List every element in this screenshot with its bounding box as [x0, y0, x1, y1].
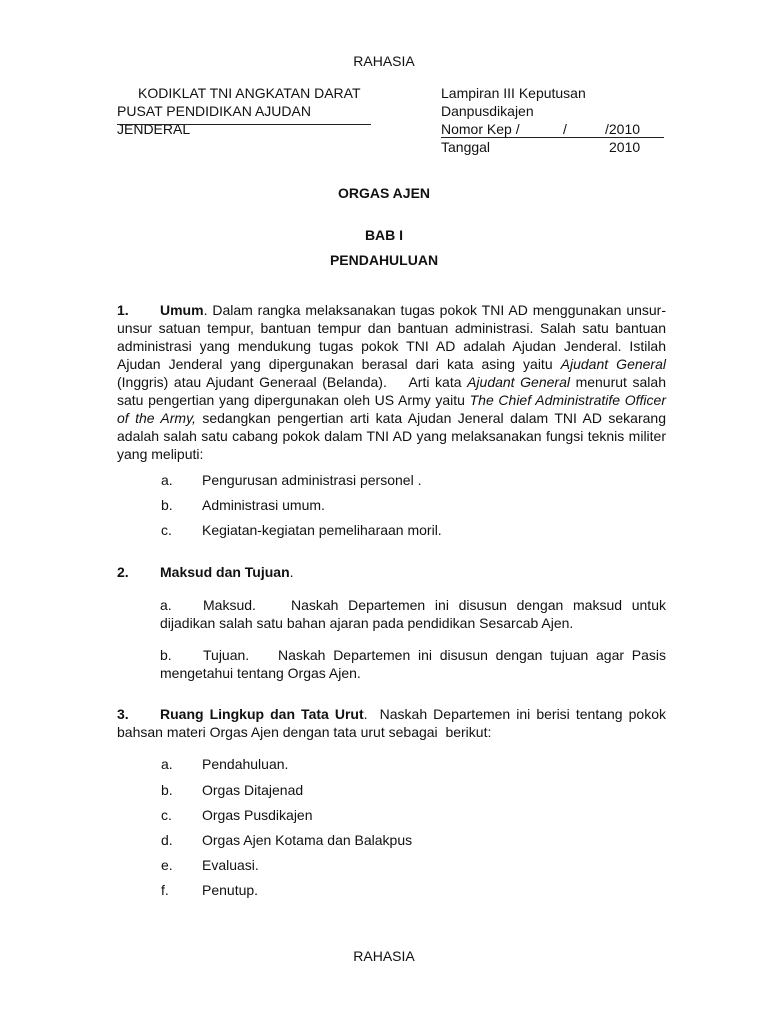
- tanggal-row: [441, 138, 681, 156]
- header-left: [117, 84, 377, 138]
- section3-text: . Naskah Departemen ini berisi tentang pokok bahsan materi Orgas Ajen dengan tata urut sebagai berikut:: [117, 706, 670, 740]
- section1-text-c: menurut salah satu pengertian yang dipergunakan oleh US Army yaitu: [117, 374, 666, 408]
- section3-item-text: Orgas Ditajenad: [202, 782, 304, 798]
- section2-heading: Maksud dan Tujuan: [160, 564, 290, 580]
- section3-item-letter: d.: [161, 832, 173, 848]
- section2-sub-b: [160, 646, 666, 682]
- section1-italic-b: Ajudant General: [467, 374, 570, 390]
- section2-heading-line: [160, 563, 294, 581]
- header-left-line1: KODIKLAT TNI ANGKATAN DARAT: [138, 85, 361, 101]
- section1-text-a: . Dalam rangka melaksanakan tugas pokok TNI AD menggunakan unsur-unsur satuan tempur, bantuan tempur dan bantuan administrasi. Salah satu bantuan administrasi yang mendukung tugas pokok TNI AD adalah Ajudan Jenderal. Istilah Ajudan Jenderal yang dipergunakan berasal dari kata asing yaitu: [117, 302, 666, 372]
- section3-item-letter: f.: [161, 882, 169, 898]
- section1-text-d: sedangkan pengertian arti kata Ajudan Jeneral dalam TNI AD sekarang adalah salah satu cabang pokok dalam TNI AD yang melaksanakan fungsi teknis militer yang meliputi:: [117, 410, 666, 462]
- section2-sub-b-label: Tujuan.: [203, 647, 250, 663]
- section1-item-text: Kegiatan-kegiatan pemeliharaan moril.: [202, 522, 442, 538]
- section3-item-text: Evaluasi.: [202, 857, 259, 873]
- section3-item-letter: c.: [161, 807, 172, 823]
- section3-heading: Ruang Lingkup dan Tata Urut: [160, 706, 364, 722]
- classification-bottom: RAHASIA: [353, 948, 415, 964]
- header-left-underline: [117, 124, 371, 125]
- header-right-line1: Lampiran III Keputusan Danpusdikajen: [441, 85, 586, 119]
- section1-paragraph: [117, 301, 670, 463]
- section3-item-text: Orgas Ajen Kotama dan Balakpus: [202, 832, 413, 848]
- section2-heading-suffix: .: [289, 564, 294, 580]
- section3-item-text: Orgas Pusdikajen: [202, 807, 313, 823]
- section2-number: 2.: [117, 564, 129, 580]
- section1-item-text: Pengurusan administrasi personel .: [202, 472, 422, 488]
- section3-number: 3.: [117, 706, 129, 722]
- section1-item-letter: b.: [161, 497, 173, 513]
- section1-item-letter: c.: [161, 522, 172, 538]
- chapter-number: BAB I: [364, 227, 404, 243]
- section1-number: 1.: [117, 302, 129, 318]
- tanggal-label: Tanggal: [441, 139, 491, 155]
- section2-sub-a-letter: a.: [160, 597, 172, 613]
- section2-sub-a: [160, 596, 666, 632]
- section2-sub-b-text: Naskah Departemen ini disusun dengan tujuan agar Pasis mengetahui tentang Orgas Ajen.: [160, 647, 666, 681]
- header-right-underline: [441, 137, 664, 138]
- section1-italic-a: Ajudant General: [560, 356, 666, 372]
- section1-item-text: Administrasi umum.: [202, 497, 325, 513]
- section1-item-letter: a.: [161, 472, 173, 488]
- section3-item-text: Pendahuluan.: [202, 756, 289, 772]
- section3-item-letter: e.: [161, 857, 173, 873]
- section1-text-b: (Inggris) atau Ajudant Generaal (Belanda). Arti kata: [117, 356, 670, 390]
- section2-sub-a-text: Naskah Departemen ini disusun dengan maksud untuk dijadikan salah satu bahan ajaran pada pendidikan Sesarcab Ajen.: [160, 597, 666, 631]
- section3-paragraph: [117, 705, 670, 741]
- section3-item-letter: a.: [161, 756, 173, 772]
- nomor-sep: /: [563, 121, 567, 137]
- tanggal-year: 2010: [609, 139, 641, 155]
- header-right: [441, 84, 681, 156]
- nomor-year: /2010: [605, 121, 641, 137]
- chapter-title: PENDAHULUAN: [329, 252, 439, 268]
- section3-item-letter: b.: [161, 782, 173, 798]
- section1-italic-c: The Chief Administratife Officer of the Army,: [117, 392, 666, 426]
- section1-heading: Umum: [160, 302, 204, 318]
- nomor-label: Nomor Kep /: [441, 121, 520, 137]
- section2-sub-a-label: Maksud.: [203, 597, 256, 613]
- nomor-row: [441, 120, 681, 138]
- classification-top: RAHASIA: [353, 53, 415, 69]
- section3-item-text: Penutup.: [202, 882, 259, 898]
- section2-sub-b-letter: b.: [160, 647, 172, 663]
- doc-title: ORGAS AJEN: [337, 185, 431, 201]
- header-left-line2: PUSAT PENDIDIKAN AJUDAN JENDERAL: [117, 103, 311, 137]
